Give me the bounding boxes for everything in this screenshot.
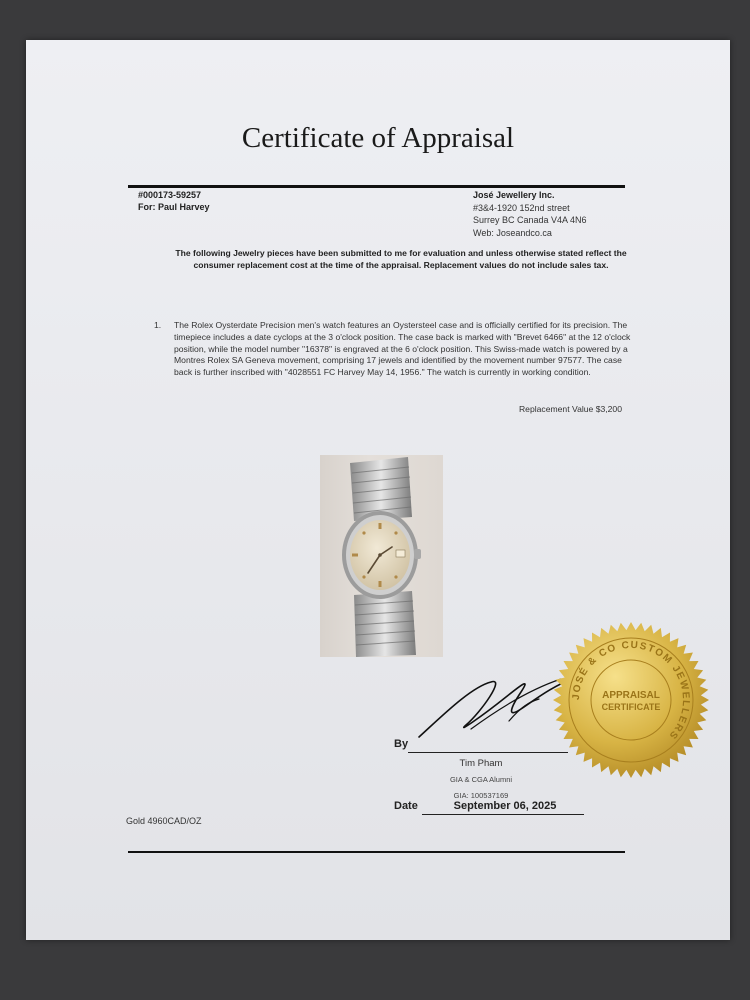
certificate-page	[26, 40, 730, 940]
date-line	[422, 814, 584, 815]
gold-rate: Gold 4960CAD/OZ	[126, 816, 202, 826]
intro-statement: The following Jewelry pieces have been submitted to me for evaluation and unless otherwise stated reflect the consumer replacement cost at the time of the appraisal. Replacement values do not include sales tax.	[175, 248, 627, 270]
header-divider	[128, 185, 625, 188]
recipient-name: For: Paul Harvey	[138, 202, 210, 212]
footer-divider	[128, 851, 625, 853]
replacement-value: Replacement Value $3,200	[518, 404, 622, 414]
address-line-2: Surrey BC Canada V4A 4N6	[473, 215, 587, 225]
signature-line	[408, 752, 568, 753]
credential-gia-number: GIA: 100537169	[453, 791, 509, 800]
by-label: By	[394, 738, 409, 750]
date-label: Date	[394, 800, 418, 812]
certificate-title: Certificate of Appraisal	[241, 122, 515, 154]
appraisal-seal	[551, 620, 711, 780]
certificate-number: #000173-59257	[138, 190, 202, 200]
appraisal-date: September 06, 2025	[453, 800, 557, 812]
seal-ring-text: JOSÉ & CO CUSTOM JEWELLERS	[570, 639, 692, 742]
business-name: José Jewellery Inc.	[473, 190, 555, 200]
website: Web: Joseandco.ca	[473, 227, 552, 238]
item-number: 1.	[154, 320, 162, 330]
certificate-id-block	[138, 189, 210, 213]
item-description: The Rolex Oysterdate Precision men's watch features an Oystersteel case and is officially certified for its precision. The timepiece includes a date cyclops at the 3 o'clock position. The case back is marked with "Brevet 6466" at the 12 o'clock position, while the model number "16378" is engraved at the 6 o'clock position. This Swiss-made watch is powered by a Montres Rolex SA Geneva movement, comprising 17 jewels and identified by the movement number 97577. The case back is further inscribed with "4028551 FC Harvey May 14, 1956." The watch is currently in working condition.	[174, 320, 631, 378]
address-line-1: #3&4-1920 152nd street	[473, 202, 570, 213]
appraiser-address-block	[473, 189, 587, 239]
signer-name: Tim Pham	[459, 758, 503, 769]
credential-alumni: GIA & CGA Alumni	[449, 775, 513, 784]
watch-photo	[320, 455, 443, 657]
watch-illustration	[320, 455, 443, 657]
seal-center-line-2: CERTIFICATE	[601, 702, 661, 712]
seal-center-line-1: APPRAISAL	[602, 690, 660, 701]
